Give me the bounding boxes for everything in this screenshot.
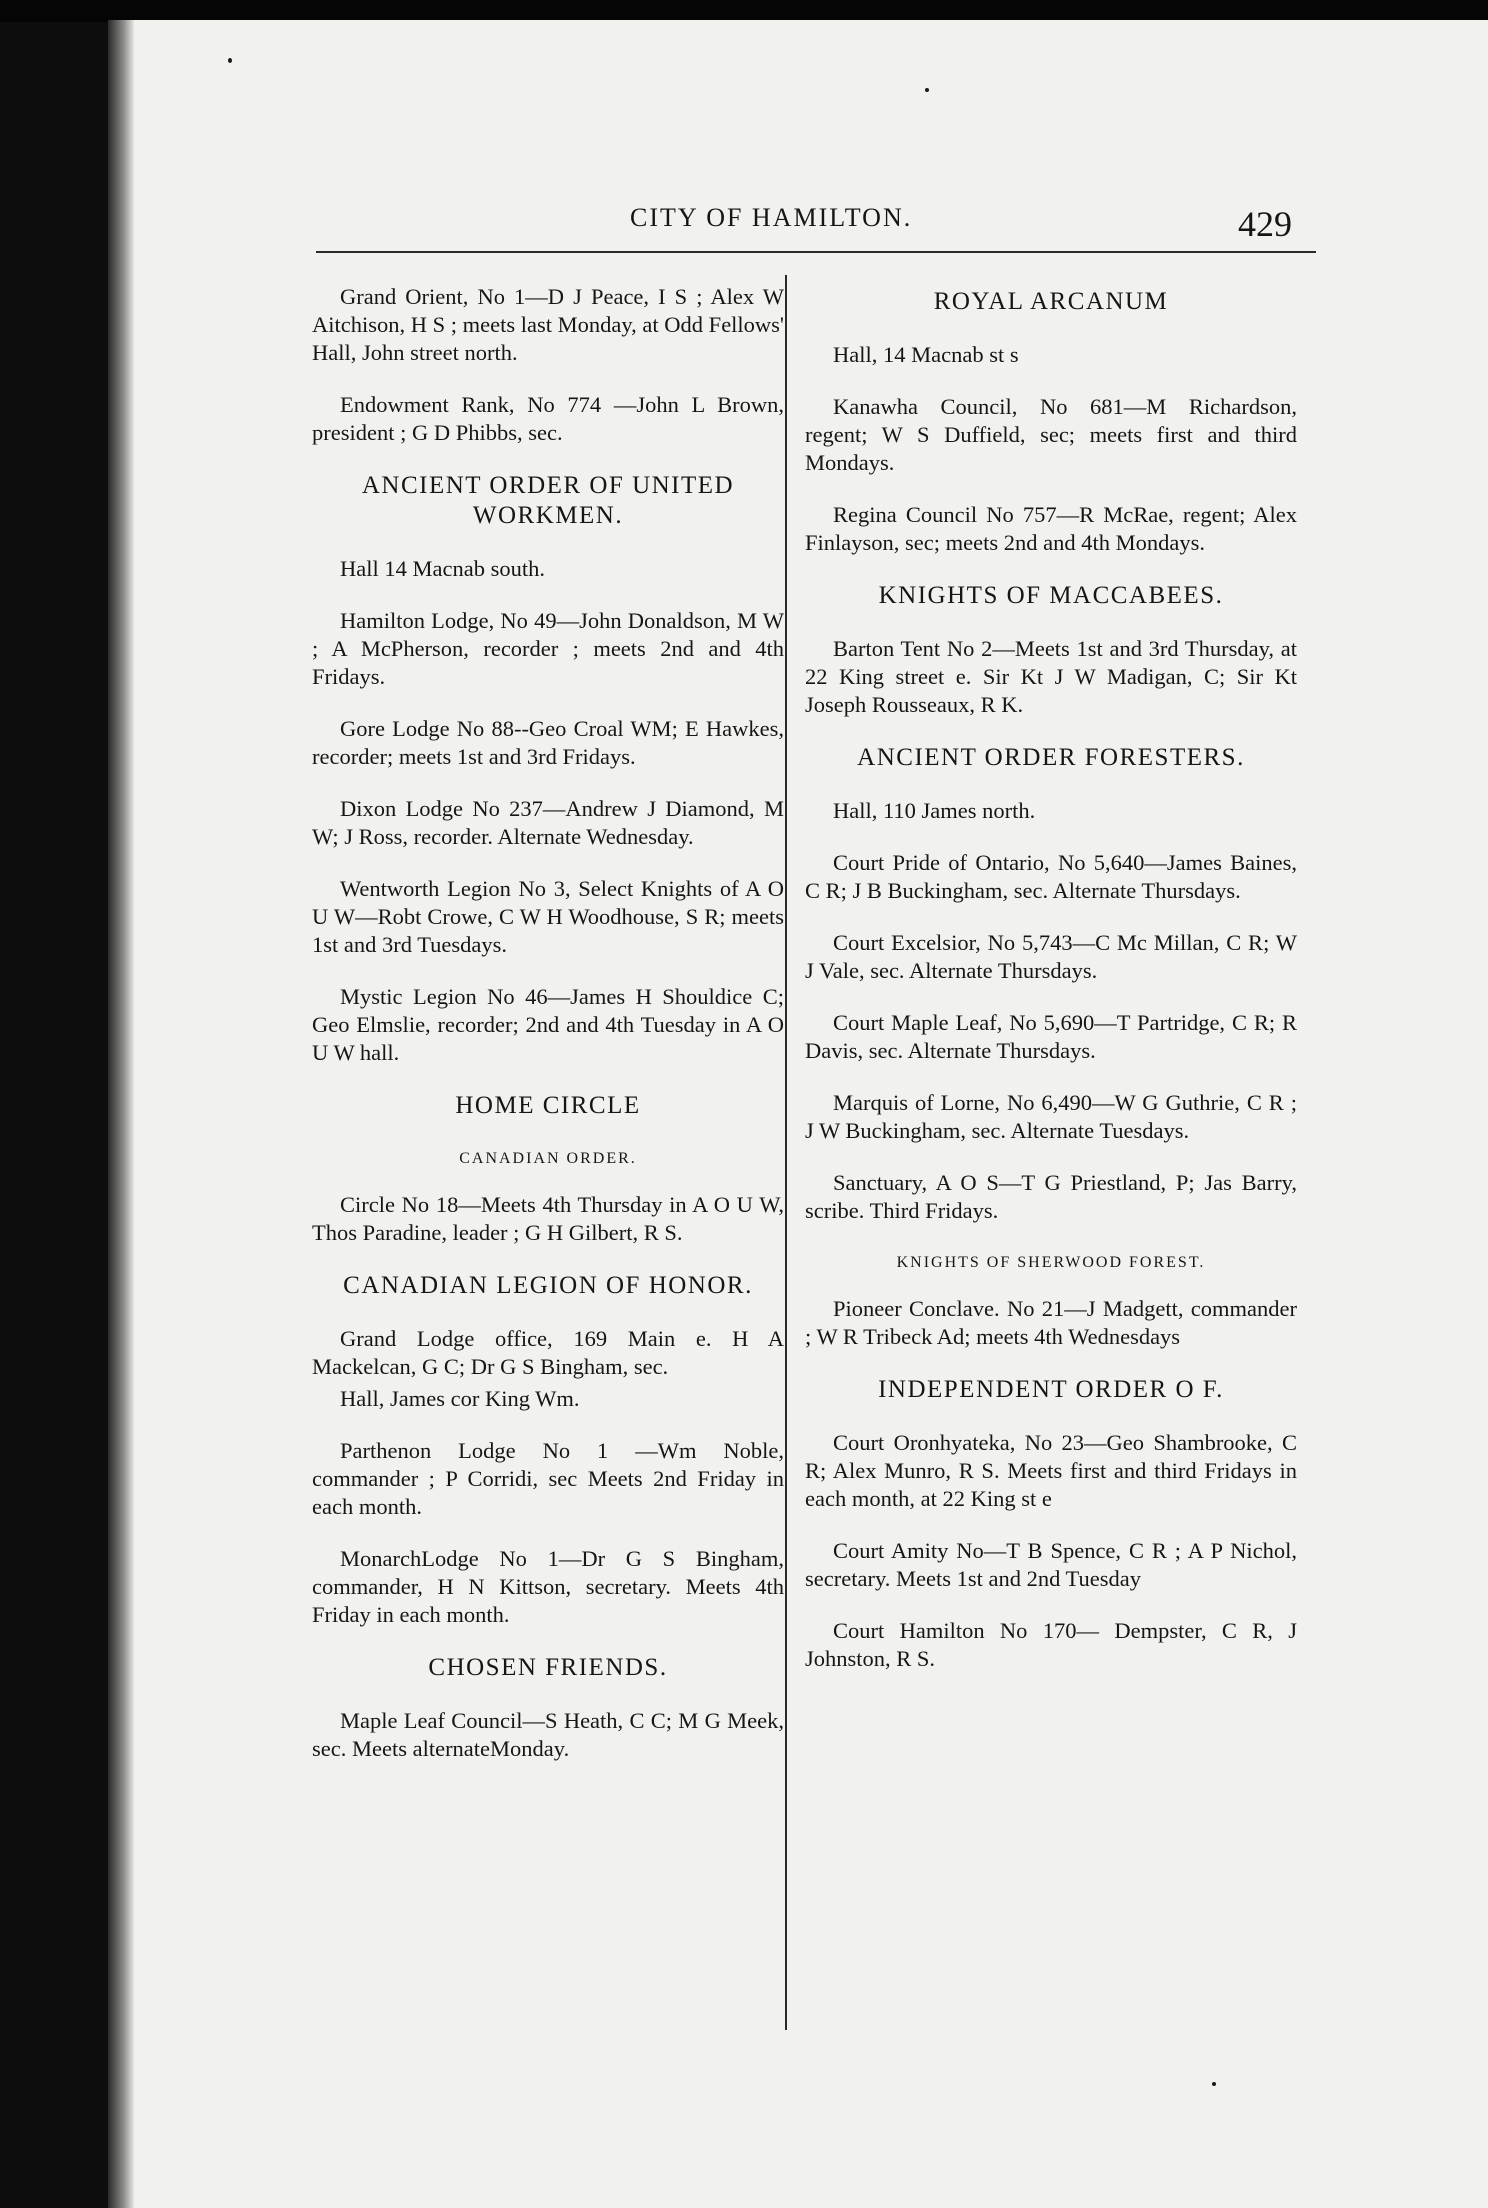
right-entry: Marquis of Lorne, No 6,490—W G Guthrie, C R ; J W Buckingham, sec. Alternate Tuesdays. (805, 1090, 1297, 1143)
left-entry: Wentworth Legion No 3, Select Knights of A O U W—Robt Crowe, C W H Woodhouse, S R; meets 1st and 3rd Tuesdays. (312, 876, 784, 957)
left-column (312, 283, 784, 1787)
left-entry: Maple Leaf Council—S Heath, C C; M G Meek, sec. Meets alternateMonday. (312, 1708, 784, 1761)
right-entry: Court Excelsior, No 5,743—C Mc Millan, C R; W J Vale, sec. Alternate Thursdays. (805, 930, 1297, 983)
left-entry: Hall, James cor King Wm. (340, 1386, 580, 1411)
right-entry: Sanctuary, A O S—T G Priestland, P; Jas Barry, scribe. Third Fridays. (805, 1170, 1297, 1223)
scan-speck (228, 58, 232, 63)
left-subheading: CANADIAN ORDER. (459, 1150, 637, 1167)
left-entry: Circle No 18—Meets 4th Thursday in A O U W, Thos Paradine, leader ; G H Gilbert, R S. (312, 1192, 784, 1245)
right-section-heading: KNIGHTS OF MACCABEES. (878, 582, 1224, 609)
right-entry: Court Hamilton No 170— Dempster, C R, J Johnston, R S. (805, 1618, 1297, 1671)
right-section-heading: INDEPENDENT ORDER O F. (878, 1376, 1224, 1403)
left-entry: Gore Lodge No 88--Geo Croal WM; E Hawkes, recorder; meets 1st and 3rd Fridays. (312, 716, 784, 769)
left-section-heading: ANCIENT ORDER OF UNITED WORKMEN. (361, 472, 735, 529)
right-section-heading: ROYAL ARCANUM (933, 288, 1169, 315)
column-divider (785, 275, 787, 2030)
left-entry: Endowment Rank, No 774 —John L Brown, president ; G D Phibbs, sec. (312, 392, 784, 445)
right-entry: Regina Council No 757—R McRae, regent; Alex Finlayson, sec; meets 2nd and 4th Mondays. (805, 502, 1297, 555)
left-entry: Hall 14 Macnab south. (340, 556, 545, 581)
left-entry: MonarchLodge No 1—Dr G S Bingham, commander, H N Kittson, secretary. Meets 4th Friday in each month. (312, 1546, 784, 1627)
scan-speck (925, 88, 929, 92)
left-entry: Dixon Lodge No 237—Andrew J Diamond, M W; J Ross, recorder. Alternate Wednesday. (312, 796, 784, 849)
left-section-heading: CHOSEN FRIENDS. (428, 1654, 668, 1681)
header-rule (316, 251, 1316, 253)
right-entry: Court Pride of Ontario, No 5,640—James Baines, C R; J B Buckingham, sec. Alternate Thursdays. (805, 850, 1297, 903)
right-section-heading: ANCIENT ORDER FORESTERS. (857, 744, 1245, 771)
left-entry: Hamilton Lodge, No 49—John Donaldson, M W ; A McPherson, recorder ; meets 2nd and 4th Fridays. (312, 608, 784, 689)
right-subheading: KNIGHTS OF SHERWOOD FOREST. (896, 1254, 1206, 1271)
right-entry: Barton Tent No 2—Meets 1st and 3rd Thursday, at 22 King street e. Sir Kt J W Madigan, C; Sir Kt Joseph Rousseaux, R K. (805, 636, 1297, 717)
left-entry: Parthenon Lodge No 1 —Wm Noble, commander ; P Corridi, sec Meets 2nd Friday in each month. (312, 1438, 784, 1519)
running-header-title: CITY OF HAMILTON. (630, 203, 913, 232)
page-number: 429 (1238, 204, 1292, 244)
right-entry: Court Amity No—T B Spence, C R ; A P Nichol, secretary. Meets 1st and 2nd Tuesday (805, 1538, 1297, 1591)
left-entry: Grand Orient, No 1—D J Peace, I S ; Alex W Aitchison, H S ; meets last Monday, at Odd Fellows' Hall, John street north. (312, 284, 784, 365)
page-gutter-shadow (108, 20, 134, 2208)
scan-top-border (0, 0, 1488, 22)
left-section-heading: CANADIAN LEGION OF HONOR. (343, 1272, 753, 1299)
right-entry: Kanawha Council, No 681—M Richardson, regent; W S Duffield, sec; meets first and third Mondays. (805, 394, 1297, 475)
right-column (805, 283, 1297, 1697)
left-section-heading: HOME CIRCLE (455, 1092, 641, 1119)
right-entry: Court Maple Leaf, No 5,690—T Partridge, C R; R Davis, sec. Alternate Thursdays. (805, 1010, 1297, 1063)
scan-speck (1212, 2082, 1216, 2086)
right-entry: Court Oronhyateka, No 23—Geo Shambrooke, C R; Alex Munro, R S. Meets first and third Fridays in each month, at 22 King st e (805, 1430, 1297, 1511)
left-entry: Mystic Legion No 46—James H Shouldice C; Geo Elmslie, recorder; 2nd and 4th Tuesday in A O U W hall. (312, 984, 784, 1065)
right-entry: Hall, 14 Macnab st s (833, 342, 1019, 367)
right-entry: Hall, 110 James north. (833, 798, 1036, 823)
left-entry: Grand Lodge office, 169 Main e. H A Mackelcan, G C; Dr G S Bingham, sec. (312, 1326, 784, 1379)
right-entry: Pioneer Conclave. No 21—J Madgett, commander ; W R Tribeck Ad; meets 4th Wednesdays (805, 1296, 1297, 1349)
